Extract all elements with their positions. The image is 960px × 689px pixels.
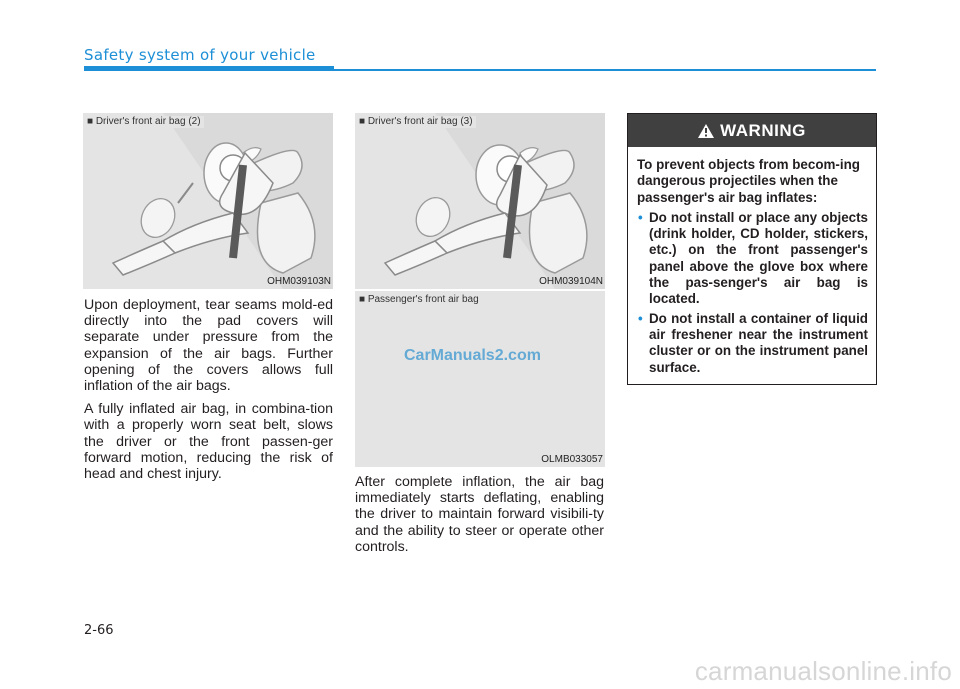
header-rule-thin: [334, 69, 876, 71]
paragraph: A fully inflated air bag, in combina-tion with a properly worn seat belt, slows the driver or the front passen-ger forward motion, reducing the risk of head and chest injury.: [84, 401, 333, 483]
figure-caption: ■ Passenger's front air bag: [359, 294, 482, 306]
paragraph: After complete inflation, the air bag immediately starts deflating, enabling the driver to maintain forward visibili-ty and the ability to steer or operate other controls.: [355, 474, 604, 555]
warning-triangle-icon: [698, 124, 714, 138]
driver-airbag-illustration: [355, 113, 605, 289]
watermark-site: CarManuals2.com: [404, 347, 541, 364]
figure-caption: ■ Driver's front air bag (2): [87, 116, 204, 128]
figure-code: OHM039103N: [267, 276, 331, 287]
figure-driver-airbag-2: [83, 113, 333, 289]
figure-passenger-airbag: [355, 291, 605, 467]
column-2-text: [355, 474, 604, 562]
page-number: 2-66: [84, 623, 114, 638]
warning-item: • Do not install a container of liquid air freshener near the instrument cluster or on the instrument panel surface.: [637, 311, 868, 376]
warning-list: [637, 210, 868, 376]
figure-caption: ■ Driver's front air bag (3): [359, 116, 476, 128]
driver-airbag-illustration: [83, 113, 333, 289]
paragraph: Upon deployment, tear seams mold-ed directly into the pad covers will separate under pressure from the expansion of the air bags. Further opening of the covers allows full inflation of the air bags.: [84, 297, 333, 395]
figure-code: OHM039104N: [539, 276, 603, 287]
section-title: Safety system of your vehicle: [84, 46, 316, 64]
warning-item: • Do not install or place any objects (drink holder, CD holder, stickers, etc.) on the front passenger's panel above the glove box where the pas-senger's air bag is located.: [637, 210, 868, 308]
column-1-text: [84, 297, 333, 489]
warning-intro: To prevent objects from becom-ing dangerous projectiles when the passenger's air bag inflates:: [637, 157, 860, 205]
watermark-footer: carmanualsonline.info: [694, 656, 952, 686]
warning-box: [627, 113, 877, 385]
warning-title: WARNING: [720, 120, 806, 140]
figure-code: OLMB033057: [541, 454, 603, 465]
header-rule-thick: [84, 66, 334, 71]
warning-header: [628, 114, 876, 147]
figure-driver-airbag-3: [355, 113, 605, 289]
warning-body: [628, 147, 876, 376]
